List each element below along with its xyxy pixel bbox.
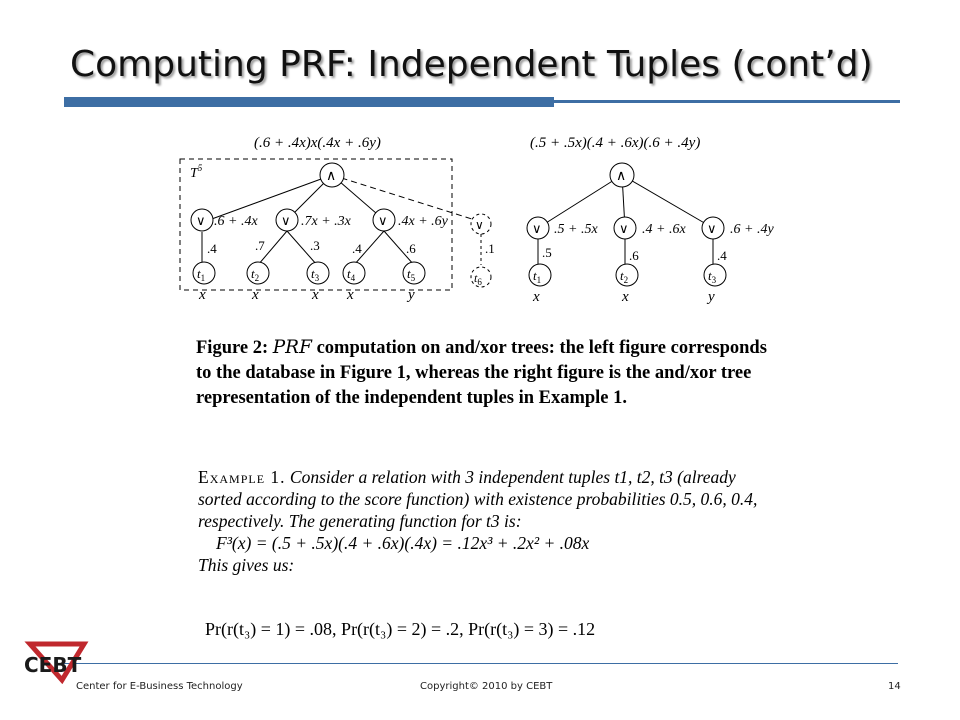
svg-text:x: x [252,287,259,303]
left-leaf-t4 [343,262,365,284]
svg-text:.6 + .4x: .6 + .4x [214,214,258,229]
svg-text:t1: $t_1$ [197,266,206,283]
left-leaf-t6 [471,267,491,287]
svg-text:∨: ∨ [196,213,206,228]
svg-text:∧: ∧ [616,169,627,184]
figure-caption-text: computation on and/xor trees: the left figure corresponds to the database in Figure 1, whereas the right figure is the and/xor tree representation of the independent tuples in Example 1. [196,338,767,408]
svg-text:.7: .7 [255,238,265,253]
svg-text:t3: $t_3$ [708,268,717,285]
t5-label: $T^5$ [190,163,203,181]
svg-text:.6: .6 [406,241,416,256]
left-leaf-t1 [193,262,215,284]
title-underline-bar [64,97,554,107]
and-xor-tree-figure [170,125,810,305]
svg-text:.1: .1 [485,241,495,256]
svg-text:x: x [312,287,319,303]
svg-text:.4x + .6y: .4x + .6y [398,214,448,229]
figure-caption [196,335,776,411]
svg-text:t2: $t_2$ [620,268,629,285]
footer-copyright: Copyright© 2010 by CEBT [420,681,553,692]
right-leaf-t3 [704,264,726,286]
svg-text:x: x [199,287,206,303]
left-leaf-t3 [307,262,329,284]
svg-text:t6: $t_6$ [474,271,482,287]
svg-text:∨: ∨ [475,218,484,232]
svg-text:∨: ∨ [281,213,291,228]
left-leaf-t5 [403,262,425,284]
example-gives: This gives us: [198,555,295,575]
title-underline-line [554,100,900,103]
svg-text:t2: $t_2$ [251,266,260,283]
svg-text:CEBT: CEBT [24,653,82,677]
right-leaf-t2 [616,264,638,286]
svg-text:.4: .4 [352,241,362,256]
example-equation-probabilities: Pr(r(t₃) = 1) = .08, Pr(r(t₃) = 2) = .2, Pr(r(t₃) = 3) = .12 [205,619,596,639]
svg-text:.6: .6 [629,248,639,263]
svg-text:t3: $t_3$ [311,266,320,283]
figure-caption-prf: PRF [272,337,312,358]
svg-text:∧: ∧ [326,169,337,184]
example-block [198,466,758,576]
svg-text:.7x + .3x: .7x + .3x [301,214,351,229]
slide-title: Computing PRF: Independent Tuples (cont’d) [70,44,873,85]
svg-text:.5: .5 [542,245,552,260]
svg-text:∨: ∨ [619,221,629,236]
figure-caption-lead: Figure 2: [196,338,269,358]
example-equation-generating: F³(x) = (.5 + .5x)(.4 + .6x)(.4x) = .12x³ + .2x² + .08x [216,533,590,553]
svg-text:t1: $t_1$ [533,268,542,285]
svg-text:.4 + .6x: .4 + .6x [642,222,686,237]
svg-text:x: x [347,287,354,303]
svg-text:.3: .3 [310,238,320,253]
example-label: Example 1. [198,467,286,487]
right-tree-header: (.5 + .5x)(.4 + .6x)(.6 + .4y) [530,135,701,151]
svg-text:x: x [533,289,540,305]
footer-organization: Center for E-Business Technology [76,681,243,692]
svg-text:.6 + .4y: .6 + .4y [730,222,774,237]
left-tree-header: (.6 + .4x)x(.4x + .6y) [254,135,381,151]
svg-text:∨: ∨ [378,213,388,228]
svg-text:y: y [708,289,715,305]
cebt-logo [22,640,94,684]
svg-text:∨: ∨ [532,221,542,236]
svg-text:.4: .4 [717,248,727,263]
svg-text:x: x [622,289,629,305]
footer-divider [60,663,898,664]
left-leaf-t2 [247,262,269,284]
svg-text:t4: $t_4$ [347,266,356,283]
svg-text:.5 + .5x: .5 + .5x [554,222,598,237]
svg-text:t5: $t_5$ [407,266,416,283]
svg-text:.4: .4 [207,241,217,256]
footer-page-number: 14 [888,681,901,692]
svg-text:∨: ∨ [707,221,717,236]
example-text: Consider a relation with 3 independent tuples t1, t2, t3 (already sorted according to the score function) with existence probabilities 0.5, 0.6, 0.4, respectively. The generating function for t3 is: [198,467,758,531]
right-leaf-t1 [529,264,551,286]
svg-text:y: y [408,287,415,303]
